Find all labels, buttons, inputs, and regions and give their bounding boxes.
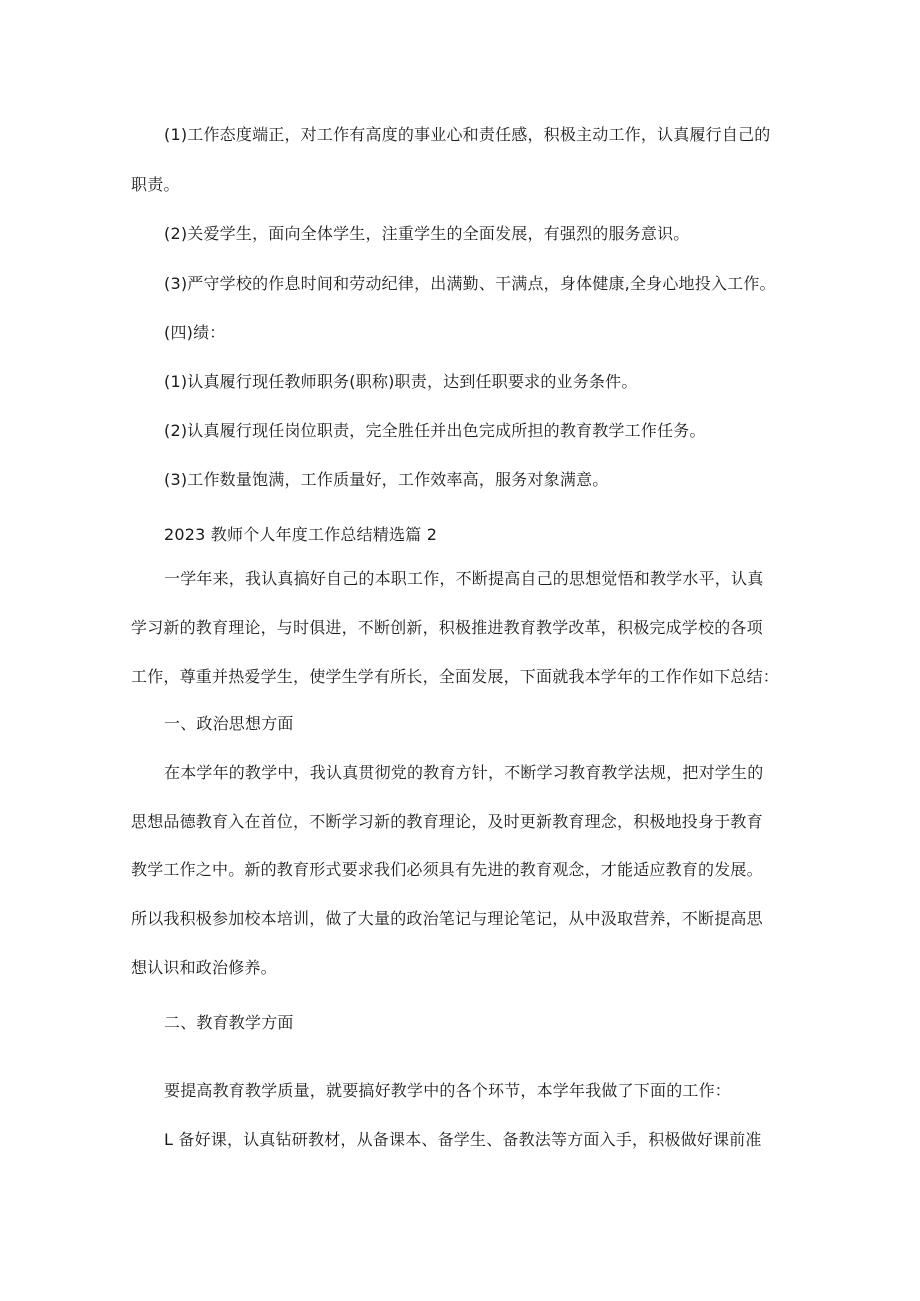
section-heading: (四)绩：: [164, 323, 226, 342]
paragraph-line: 在本学年的教学中，我认真贯彻党的教育方针，不断学习教育教学法规，把对学生的: [164, 763, 764, 782]
paragraph-line: 教学工作之中。新的教育形式要求我们必须具有先进的教育观念，才能适应教育的发展。: [131, 860, 763, 879]
paragraph-line: 要提高教育教学质量，就要搞好教学中的各个环节，本学年我做了下面的工作：: [164, 1081, 732, 1100]
paragraph-line: (2)关爱学生，面向全体学生，注重学生的全面发展，有强烈的服务意识。: [164, 224, 690, 243]
paragraph-line: 学习新的教育理论，与时俱进，不断创新，积极推进教育教学改革，积极完成学校的各项: [131, 618, 763, 637]
section-heading: 二、教育教学方面: [164, 1013, 294, 1032]
paragraph-line: 想认识和政治修养。: [131, 958, 277, 977]
paragraph-line: 所以我积极参加校本培训，做了大量的政治笔记与理论笔记，从中汲取营养，不断提高思: [131, 909, 763, 928]
paragraph-line: 工作，尊重并热爱学生，使学生学有所长，全面发展，下面就我本学年的工作作如下总结：: [131, 667, 780, 686]
paragraph-line: L 备好课，认真钻研教材，从备课本、备学生、备教法等方面入手，积极做好课前准: [164, 1130, 762, 1149]
paragraph-line: (1)认真履行现任教师职务(职称)职责，达到任职要求的业务条件。: [164, 372, 638, 391]
article-title: 2023 教师个人年度工作总结精选篇 2: [164, 525, 438, 544]
section-heading: 一、政治思想方面: [164, 714, 294, 733]
paragraph-line: (3)工作数量饱满，工作质量好，工作效率高，服务对象满意。: [164, 470, 609, 489]
paragraph-line: 职责。: [131, 175, 180, 194]
paragraph-line: (2)认真履行现任岗位职责，完全胜任并出色完成所担的教育教学工作任务。: [164, 421, 706, 440]
paragraph-line: 一学年来，我认真搞好自己的本职工作，不断提高自己的思想觉悟和教学水平，认真: [164, 569, 764, 588]
paragraph-line: 思想品德教育入在首位，不断学习新的教育理论，及时更新教育理念，积极地投身于教育: [131, 812, 763, 831]
paragraph-line: (3)严守学校的作息时间和劳动纪律，出满勤、干满点，身体健康,全身心地投入工作。: [164, 274, 776, 293]
paragraph-line: (1)工作态度端正，对工作有高度的事业心和责任感，积极主动工作，认真履行自己的: [164, 125, 771, 144]
